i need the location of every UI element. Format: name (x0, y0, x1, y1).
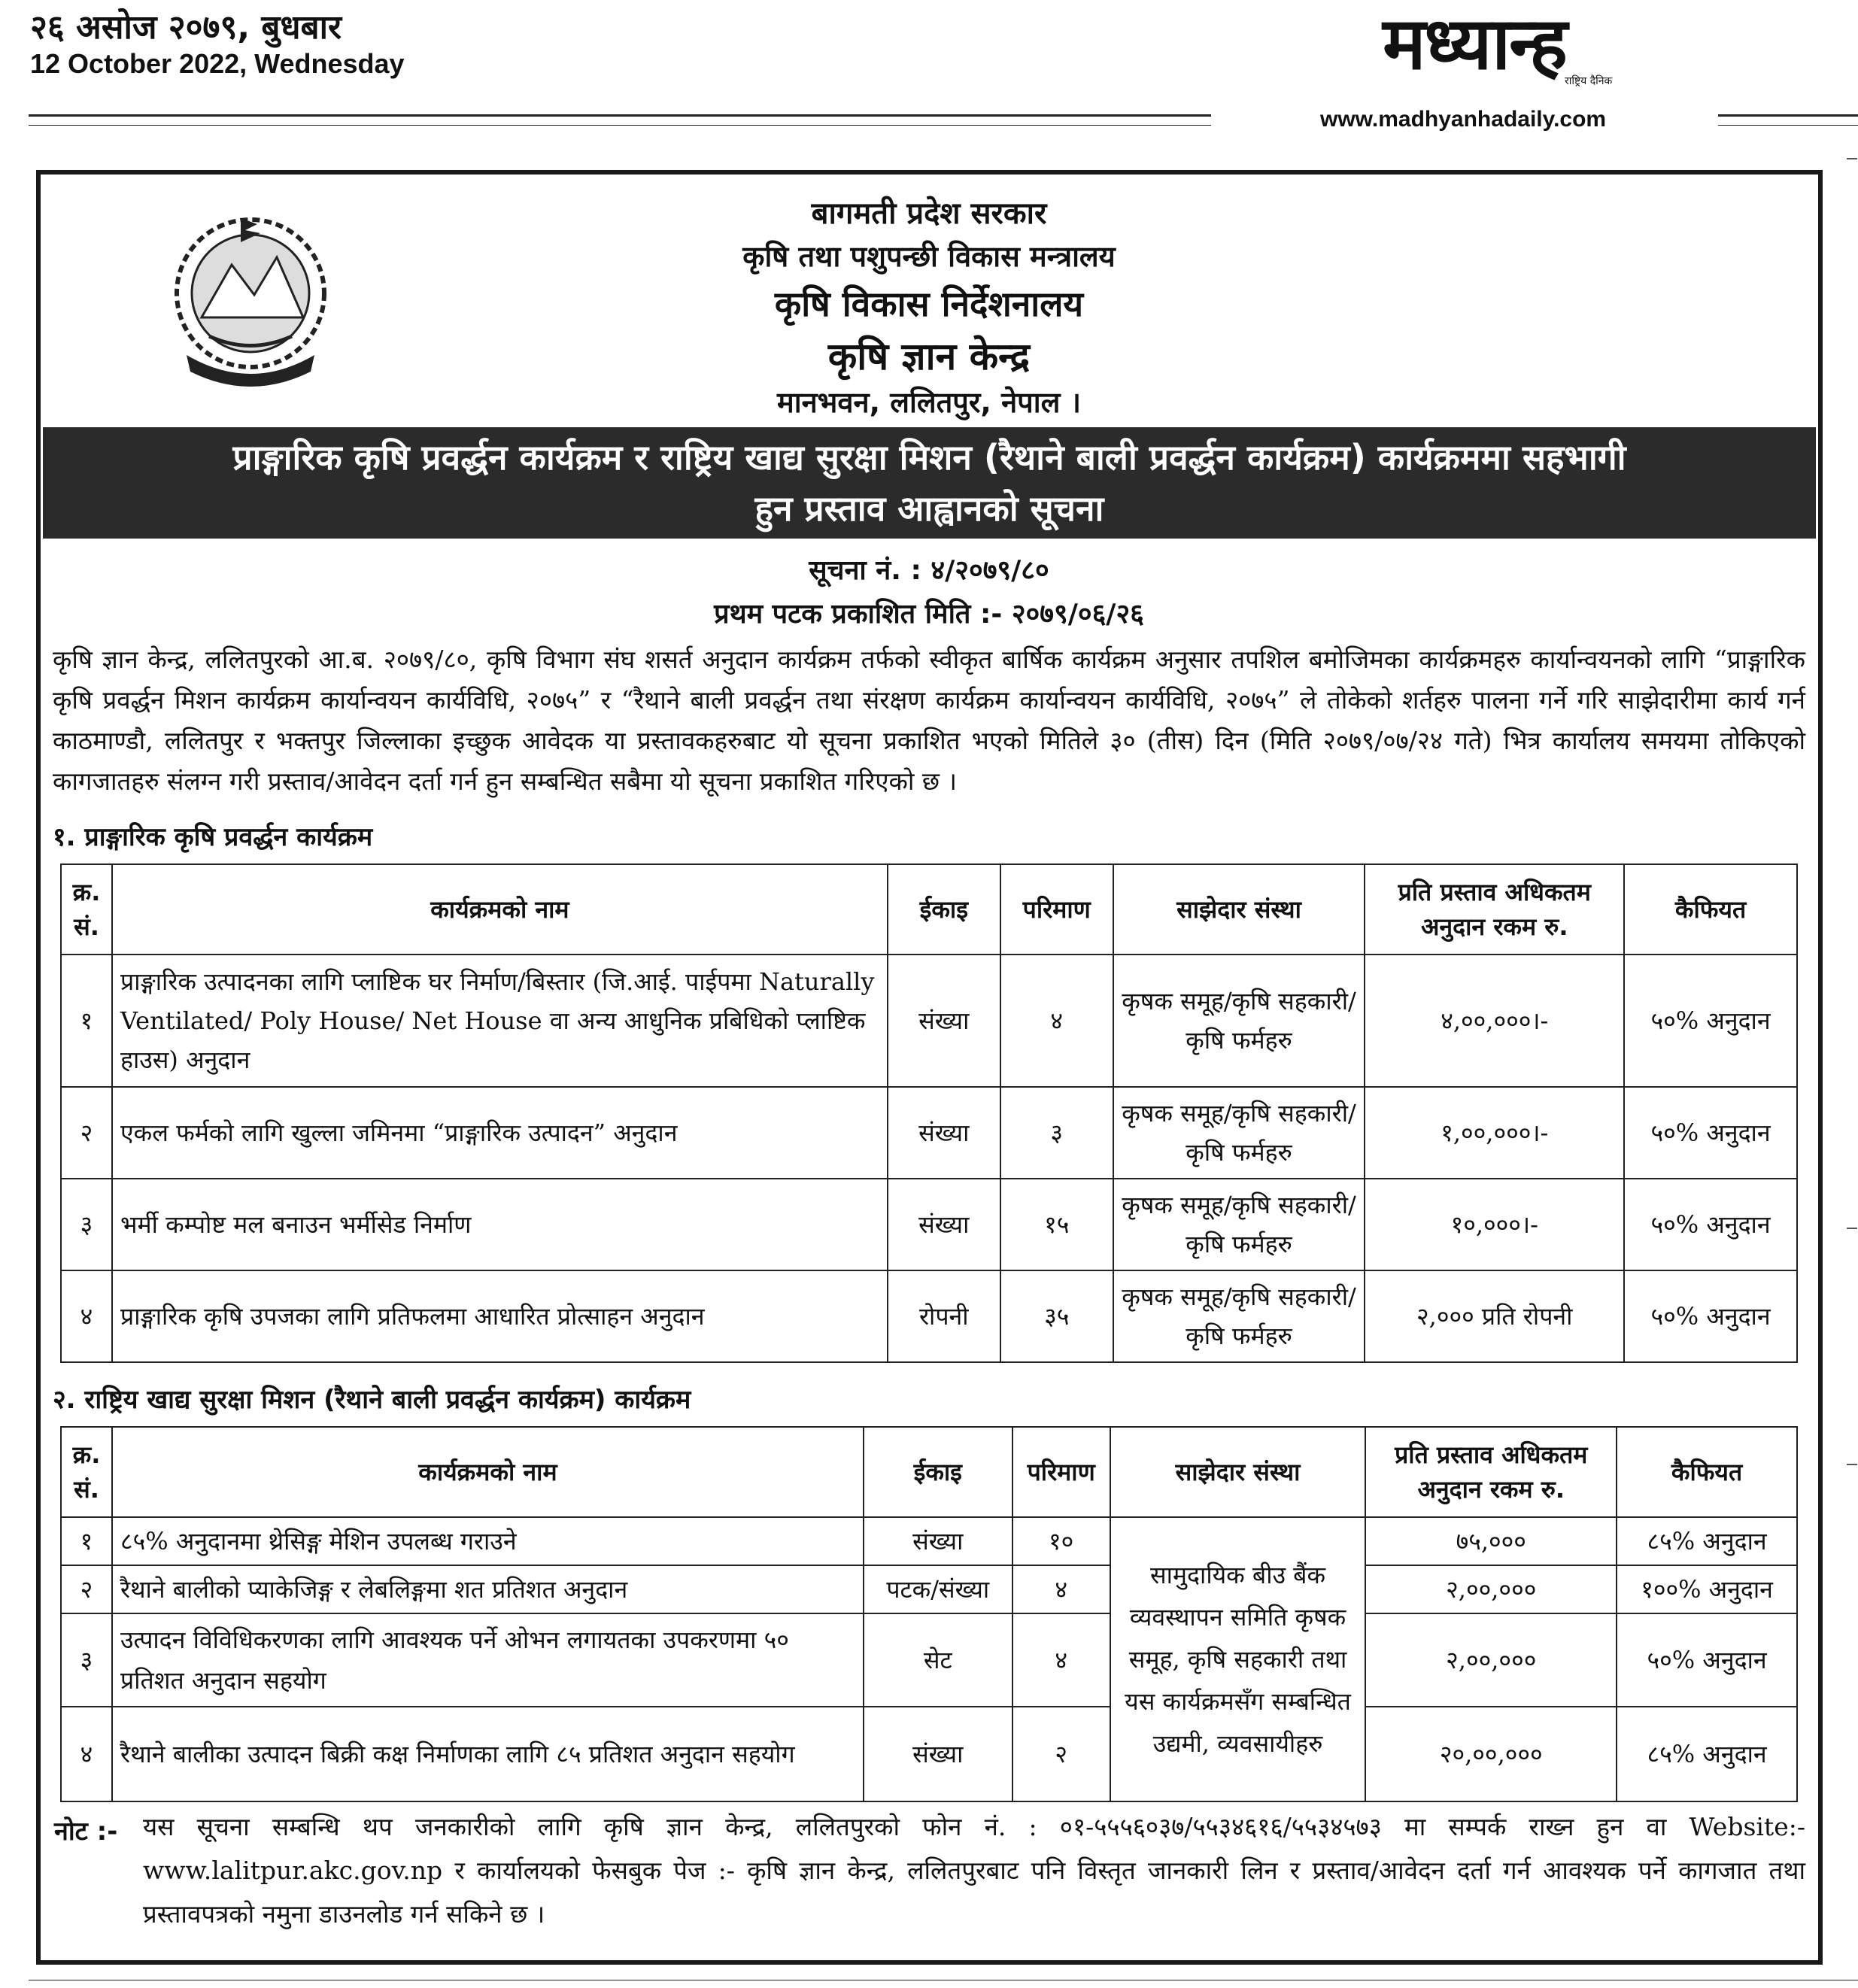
margin-tick (1847, 158, 1857, 159)
table-header-row (61, 864, 1797, 955)
cell-partner-merged: सामुदायिक बीउ बैंक व्यवस्थापन समिति कृषक समूह, कृषि सहकारी तथा यस कार्यक्रमसँग सम्बन्धित उद्यमी, व्यवसायीहरु (1110, 1517, 1366, 1801)
cell-partner: कृषक समूह/कृषि सहकारी/ कृषि फर्महरु (1113, 1270, 1365, 1362)
col-header-amount: प्रति प्रस्ताव अधिकतम अनुदान रकम रु. (1365, 864, 1624, 955)
cell-unit: सेट (864, 1613, 1012, 1707)
nepal-emblem-icon (156, 205, 345, 393)
cell-amount: २,००,००० (1365, 1613, 1617, 1707)
note-text: यस सूचना सम्बन्धि थप जनकारीको लागि कृषि ज्ञान केन्द्र, ललितपुरको फोन नं. : ०१-५५५६०३७/५५३४६१६/५५३४५७३ मा सम्पर्क राख्न हुन वा Website:- www.lalitpur.akc.gov.np र कार्यालयको फेसबुक पेज :- कृषि ज्ञान केन्द्र, ललितपुरबाट पनि विस्तृत जानकारी लिन र प्रस्ताव/आवेदन दर्ता गर्न आवश्यक पर्ने कागजात तथा प्रस्तावपत्रको नमुना डाउनलोड गर्न सकिने छ । (143, 1812, 1805, 1929)
margin-tick (1847, 1464, 1857, 1465)
cell-unit: पटक/संख्या (864, 1565, 1012, 1613)
cell-amount: १०,०००।- (1365, 1179, 1624, 1270)
cell-remarks: ५०% अनुदान (1624, 1179, 1797, 1270)
table-row (61, 1087, 1797, 1179)
col-header-name: कार्यक्रमको नाम (112, 1427, 864, 1517)
header-rule-right-thin (1718, 125, 1858, 126)
cell-qty: ४ (1012, 1565, 1110, 1613)
cell-amount: ४,००,०००।- (1365, 955, 1624, 1087)
table-row (61, 955, 1797, 1087)
cell-name: ८५% अनुदानमा थ्रेसिङ्ग मेशिन उपलब्ध गराउने (112, 1517, 864, 1565)
notice-body: कृषि ज्ञान केन्द्र, ललितपुरको आ.ब. २०७९/८०, कृषि विभाग संघ शसर्त अनुदान कार्यक्रम तर्फको स्वीकृत बार्षिक कार्यक्रम अनुसार तपशिल बमोजिमका कार्यक्रमहरु कार्यान्वयनको लागि “प्राङ्गारिक कृषि प्रवर्द्धन मिशन कार्यक्रम कार्यान्वयन कार्यविधि, २०७५” र “रैथाने बाली प्रवर्द्धन तथा संरक्षण कार्यक्रम कार्यान्वयन कार्यविधि, २०७५” ले तोकेको शर्तहरु पालना गर्ने गरि साझेदारीमा कार्य गर्न काठमाण्डौ, ललितपुर र भक्तपुर जिल्लाका इच्छुक आवेदक या प्रस्तावकहरुबाट यो सूचना प्रकाशित भएको मितिले ३० (तीस) दिन (मिति २०७९/०७/२४ गते) भित्र कार्यालय समयमा तोकिएको कागजातहरु संलग्न गरी प्रस्ताव/आवेदन दर्ता गर्न हुन सम्बन्धित सबैमा यो सूचना प्रकाशित गरिएको छ । (53, 645, 1805, 796)
cell-name: प्राङ्गारिक उत्पादनका लागि प्लाष्टिक घर निर्माण/बिस्तार (जि.आई. पाईपमा Naturally Ventilated/ Poly House/ Net House वा अन्य आधुनिक प्रबिधिको प्लाष्टिक हाउस) अनुदान (112, 955, 888, 1087)
col-header-unit: ईकाइ (864, 1427, 1012, 1517)
section-2-title: २. राष्ट्रिय खाद्य सुरक्षा मिशन (रैथाने बाली प्रवर्द्धन कार्यक्रम) कार्यक्रम (53, 1385, 691, 1415)
cell-sn: १ (61, 1517, 112, 1565)
notice-title-line-2: हुन प्रस्ताव आह्वानको सूचना (754, 488, 1104, 529)
cell-name: उत्पादन विविधिकरणका लागि आवश्यक पर्ने ओभन लगायतका उपकरणमा ५० प्रतिशत अनुदान सहयोग (112, 1613, 864, 1707)
cell-qty: ४ (1000, 955, 1113, 1087)
table-row (61, 1517, 1797, 1565)
cell-unit: संख्या (864, 1517, 1012, 1565)
cell-remarks: ५०% अनुदान (1624, 1087, 1797, 1179)
cell-remarks: ८५% अनुदान (1617, 1517, 1797, 1565)
table-row (61, 1270, 1797, 1362)
office-line-2: कृषि तथा पशुपन्छी विकास मन्त्रालय (742, 240, 1116, 273)
newspaper-masthead: मध्यान्ह (1383, 2, 1566, 86)
margin-tick (1847, 1228, 1857, 1229)
col-header-unit: ईकाइ (888, 864, 1000, 955)
notice-title-line-1: प्राङ्गारिक कृषि प्रवर्द्धन कार्यक्रम र राष्ट्रिय खाद्य सुरक्षा मिशन (रैथाने बाली प्रवर्द्धन कार्यक्रम) कार्यक्रममा सहभागी (232, 437, 1626, 478)
publication-date: प्रथम पटक प्रकाशित मिति :- २०७९/०६/२६ (714, 599, 1144, 630)
masthead-subtitle: राष्ट्रिय दैनिक (1565, 75, 1613, 87)
cell-name: भर्मी कम्पोष्ट मल बनाउन भर्मीसेड निर्माण (112, 1179, 888, 1270)
cell-remarks: १००% अनुदान (1617, 1565, 1797, 1613)
col-header-qty: परिमाण (1012, 1427, 1110, 1517)
header-rule-left (29, 114, 1211, 117)
cell-name: एकल फर्मको लागि खुल्ला जमिनमा “प्राङ्गारिक उत्पादन” अनुदान (112, 1087, 888, 1179)
cell-remarks: ५०% अनुदान (1624, 1270, 1797, 1362)
header-rule-right (1718, 114, 1858, 117)
cell-unit: संख्या (888, 1179, 1000, 1270)
cell-qty: ३५ (1000, 1270, 1113, 1362)
cell-qty: १५ (1000, 1179, 1113, 1270)
section-1-table (60, 863, 1798, 1363)
cell-unit: संख्या (888, 1087, 1000, 1179)
cell-amount: २०,००,००० (1365, 1707, 1617, 1801)
date-english: 12 October 2022, Wednesday (30, 48, 405, 79)
cell-qty: ४ (1012, 1613, 1110, 1707)
section-2-table (60, 1426, 1798, 1802)
cell-remarks: ५०% अनुदान (1617, 1613, 1797, 1707)
cell-amount: २,००० प्रति रोपनी (1365, 1270, 1624, 1362)
col-header-sn: क्र. सं. (61, 864, 112, 955)
col-header-amount: प्रति प्रस्ताव अधिकतम अनुदान रकम रु. (1365, 1427, 1617, 1517)
notice-number: सूचना नं. : ४/२०७९/८० (809, 555, 1049, 586)
cell-sn: ४ (61, 1270, 112, 1362)
cell-sn: ४ (61, 1707, 112, 1801)
col-header-remarks: कैफियत (1624, 864, 1797, 955)
table-row (61, 1179, 1797, 1270)
cell-remarks: ५०% अनुदान (1624, 955, 1797, 1087)
cell-sn: १ (61, 955, 112, 1087)
cell-name: रैथाने बालीका उत्पादन बिक्री कक्ष निर्माणका लागि ८५ प्रतिशत अनुदान सहयोग (112, 1707, 864, 1801)
header-rule-left-thin (29, 125, 1211, 126)
section-1-title: १. प्राङ्गारिक कृषि प्रवर्द्धन कार्यक्रम (53, 822, 373, 852)
col-header-qty: परिमाण (1000, 864, 1113, 955)
col-header-remarks: कैफियत (1617, 1427, 1797, 1517)
office-line-1: बागमती प्रदेश सरकार (811, 196, 1047, 231)
cell-name: रैथाने बालीको प्याकेजिङ्ग र लेबलिङ्गमा शत प्रतिशत अनुदान (112, 1565, 864, 1613)
cell-partner: कृषक समूह/कृषि सहकारी/कृषि फर्महरु (1113, 955, 1365, 1087)
cell-partner: कृषक समूह/कृषि सहकारी/कृषि फर्महरु (1113, 1087, 1365, 1179)
cell-partner: कृषक समूह/कृषि सहकारी/कृषि फर्महरु (1113, 1179, 1365, 1270)
cell-amount: ७५,००० (1365, 1517, 1617, 1565)
col-header-name: कार्यक्रमको नाम (112, 864, 888, 955)
table-row (61, 1565, 1797, 1613)
office-line-4: कृषि ज्ञान केन्द्र (827, 335, 1031, 378)
table-row (61, 1707, 1797, 1801)
table-header-row (61, 1427, 1797, 1517)
col-header-partner: साझेदार संस्था (1110, 1427, 1366, 1517)
note-label: नोट :- (54, 1817, 118, 1847)
cell-sn: २ (61, 1087, 112, 1179)
cell-name: प्राङ्गारिक कृषि उपजका लागि प्रतिफलमा आधारित प्रोत्साहन अनुदान (112, 1270, 888, 1362)
office-address: मानभवन, ललितपुर, नेपाल । (777, 386, 1081, 419)
cell-unit: संख्या (888, 955, 1000, 1087)
cell-sn: ३ (61, 1179, 112, 1270)
cell-qty: १० (1012, 1517, 1110, 1565)
date-nepali: २६ असोज २०७९, बुधबार (30, 8, 342, 47)
office-line-3: कृषि विकास निर्देशनालय (774, 284, 1084, 324)
cell-qty: ३ (1000, 1087, 1113, 1179)
cell-amount: २,००,००० (1365, 1565, 1617, 1613)
cell-remarks: ८५% अनुदान (1617, 1707, 1797, 1801)
newspaper-website: www.madhyanhadaily.com (1320, 107, 1607, 132)
cell-unit: संख्या (864, 1707, 1012, 1801)
notice-title-banner (43, 427, 1816, 539)
col-header-sn: क्र. सं. (61, 1427, 112, 1517)
cell-sn: २ (61, 1565, 112, 1613)
table-row (61, 1613, 1797, 1707)
cell-qty: २ (1012, 1707, 1110, 1801)
cell-sn: ३ (61, 1613, 112, 1707)
col-header-partner: साझेदार संस्था (1113, 864, 1365, 955)
cell-unit: रोपनी (888, 1270, 1000, 1362)
cell-amount: १,००,०००।- (1365, 1087, 1624, 1179)
